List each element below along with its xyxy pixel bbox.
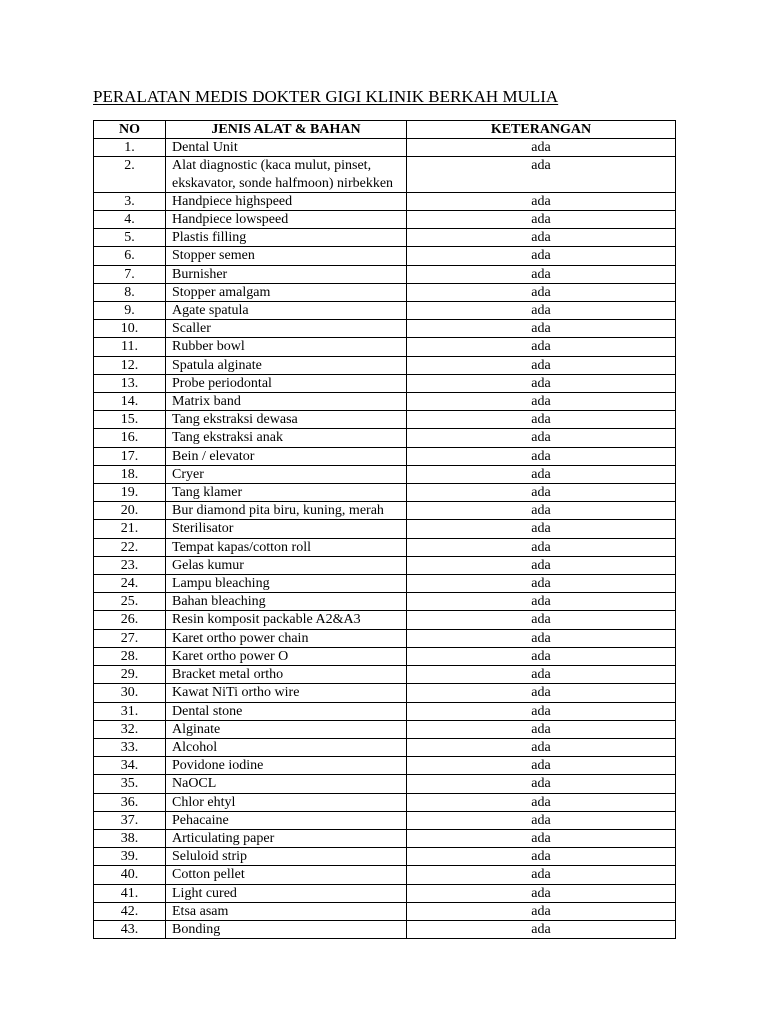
item-name-cell: Cotton pellet <box>166 866 407 884</box>
item-name-cell: Handpiece lowspeed <box>166 211 407 229</box>
note-cell: ada <box>407 684 676 702</box>
item-name-cell: Rubber bowl <box>166 338 407 356</box>
note-cell: ada <box>407 393 676 411</box>
item-name-cell: Bur diamond pita biru, kuning, merah <box>166 502 407 520</box>
item-name-cell: Articulating paper <box>166 829 407 847</box>
table-row <box>94 265 676 283</box>
note-cell: ada <box>407 465 676 483</box>
item-name-cell: Bonding <box>166 920 407 938</box>
item-name-cell: Tang ekstraksi anak <box>166 429 407 447</box>
row-number-cell: 32. <box>94 720 166 738</box>
table-row <box>94 556 676 574</box>
row-number-cell: 11. <box>94 338 166 356</box>
item-name-cell: Spatula alginate <box>166 356 407 374</box>
note-cell: ada <box>407 283 676 301</box>
table-row <box>94 738 676 756</box>
note-cell: ada <box>407 902 676 920</box>
item-name-cell: Tang klamer <box>166 484 407 502</box>
item-name-cell: Etsa asam <box>166 902 407 920</box>
row-number-cell: 14. <box>94 393 166 411</box>
note-cell: ada <box>407 611 676 629</box>
item-name-cell: Pehacaine <box>166 811 407 829</box>
item-name-cell: Dental Unit <box>166 139 407 157</box>
item-name-cell: Dental stone <box>166 702 407 720</box>
note-cell: ada <box>407 211 676 229</box>
note-cell: ada <box>407 429 676 447</box>
table-row <box>94 302 676 320</box>
item-name-cell: Lampu bleaching <box>166 575 407 593</box>
table-row <box>94 884 676 902</box>
row-number-cell: 28. <box>94 647 166 665</box>
note-cell: ada <box>407 502 676 520</box>
row-number-cell: 41. <box>94 884 166 902</box>
note-cell: ada <box>407 593 676 611</box>
row-number-cell: 10. <box>94 320 166 338</box>
table-row <box>94 520 676 538</box>
table-row <box>94 666 676 684</box>
note-cell: ada <box>407 302 676 320</box>
item-name-cell: Karet ortho power chain <box>166 629 407 647</box>
table-row <box>94 611 676 629</box>
row-number-cell: 9. <box>94 302 166 320</box>
row-number-cell: 24. <box>94 575 166 593</box>
note-cell: ada <box>407 702 676 720</box>
item-name-cell: Alginate <box>166 720 407 738</box>
note-cell: ada <box>407 666 676 684</box>
item-name-cell: Karet ortho power O <box>166 647 407 665</box>
note-cell: ada <box>407 811 676 829</box>
row-number-cell: 27. <box>94 629 166 647</box>
column-header-no: NO <box>94 121 166 139</box>
row-number-cell: 16. <box>94 429 166 447</box>
item-name-cell: Kawat NiTi ortho wire <box>166 684 407 702</box>
note-cell: ada <box>407 538 676 556</box>
row-number-cell: 19. <box>94 484 166 502</box>
row-number-cell: 1. <box>94 139 166 157</box>
note-cell: ada <box>407 374 676 392</box>
table-row <box>94 393 676 411</box>
item-name-cell: Povidone iodine <box>166 757 407 775</box>
table-row <box>94 157 676 192</box>
note-cell: ada <box>407 192 676 210</box>
table-row <box>94 211 676 229</box>
row-number-cell: 34. <box>94 757 166 775</box>
row-number-cell: 38. <box>94 829 166 847</box>
table-row <box>94 575 676 593</box>
row-number-cell: 2. <box>94 157 166 192</box>
note-cell: ada <box>407 411 676 429</box>
item-name-cell: Plastis filling <box>166 229 407 247</box>
row-number-cell: 7. <box>94 265 166 283</box>
table-row <box>94 593 676 611</box>
table-row <box>94 192 676 210</box>
table-row <box>94 775 676 793</box>
row-number-cell: 21. <box>94 520 166 538</box>
row-number-cell: 8. <box>94 283 166 301</box>
table-row <box>94 647 676 665</box>
row-number-cell: 12. <box>94 356 166 374</box>
row-number-cell: 31. <box>94 702 166 720</box>
item-name-cell: Agate spatula <box>166 302 407 320</box>
table-row <box>94 538 676 556</box>
note-cell: ada <box>407 247 676 265</box>
table-row <box>94 320 676 338</box>
column-header-note: KETERANGAN <box>407 121 676 139</box>
table-row <box>94 356 676 374</box>
item-name-cell: Burnisher <box>166 265 407 283</box>
note-cell: ada <box>407 157 676 192</box>
note-cell: ada <box>407 920 676 938</box>
note-cell: ada <box>407 320 676 338</box>
row-number-cell: 29. <box>94 666 166 684</box>
table-row <box>94 484 676 502</box>
item-name-cell: Resin komposit packable A2&A3 <box>166 611 407 629</box>
item-name-cell: Handpiece highspeed <box>166 192 407 210</box>
row-number-cell: 37. <box>94 811 166 829</box>
note-cell: ada <box>407 556 676 574</box>
note-cell: ada <box>407 775 676 793</box>
item-name-cell: Bein / elevator <box>166 447 407 465</box>
table-row <box>94 502 676 520</box>
item-name-cell: Tang ekstraksi dewasa <box>166 411 407 429</box>
note-cell: ada <box>407 265 676 283</box>
item-name-cell: Seluloid strip <box>166 848 407 866</box>
row-number-cell: 6. <box>94 247 166 265</box>
table-row <box>94 866 676 884</box>
note-cell: ada <box>407 338 676 356</box>
row-number-cell: 18. <box>94 465 166 483</box>
table-row <box>94 684 676 702</box>
column-header-item: JENIS ALAT & BAHAN <box>166 121 407 139</box>
note-cell: ada <box>407 139 676 157</box>
table-row <box>94 720 676 738</box>
table-row <box>94 902 676 920</box>
table-body <box>94 139 676 939</box>
row-number-cell: 39. <box>94 848 166 866</box>
table-row <box>94 229 676 247</box>
item-name-cell: Stopper amalgam <box>166 283 407 301</box>
row-number-cell: 40. <box>94 866 166 884</box>
note-cell: ada <box>407 720 676 738</box>
row-number-cell: 30. <box>94 684 166 702</box>
item-name-cell: Light cured <box>166 884 407 902</box>
item-name-cell: Cryer <box>166 465 407 483</box>
item-name-cell: Bracket metal ortho <box>166 666 407 684</box>
item-name-cell: Bahan bleaching <box>166 593 407 611</box>
note-cell: ada <box>407 829 676 847</box>
note-cell: ada <box>407 629 676 647</box>
row-number-cell: 26. <box>94 611 166 629</box>
table-row <box>94 920 676 938</box>
table-row <box>94 429 676 447</box>
note-cell: ada <box>407 848 676 866</box>
table-row <box>94 283 676 301</box>
row-number-cell: 23. <box>94 556 166 574</box>
row-number-cell: 13. <box>94 374 166 392</box>
row-number-cell: 43. <box>94 920 166 938</box>
note-cell: ada <box>407 575 676 593</box>
note-cell: ada <box>407 866 676 884</box>
table-row <box>94 338 676 356</box>
table-row <box>94 411 676 429</box>
item-name-cell: Gelas kumur <box>166 556 407 574</box>
note-cell: ada <box>407 520 676 538</box>
note-cell: ada <box>407 884 676 902</box>
item-name-cell: NaOCL <box>166 775 407 793</box>
row-number-cell: 22. <box>94 538 166 556</box>
row-number-cell: 42. <box>94 902 166 920</box>
row-number-cell: 5. <box>94 229 166 247</box>
row-number-cell: 20. <box>94 502 166 520</box>
table-header-row <box>94 121 676 139</box>
row-number-cell: 33. <box>94 738 166 756</box>
table-row <box>94 702 676 720</box>
row-number-cell: 25. <box>94 593 166 611</box>
item-name-cell: Stopper semen <box>166 247 407 265</box>
item-name-cell: Matrix band <box>166 393 407 411</box>
table-row <box>94 829 676 847</box>
table-row <box>94 793 676 811</box>
item-name-cell: Scaller <box>166 320 407 338</box>
note-cell: ada <box>407 793 676 811</box>
table-row <box>94 139 676 157</box>
row-number-cell: 3. <box>94 192 166 210</box>
item-name-cell: Sterilisator <box>166 520 407 538</box>
note-cell: ada <box>407 738 676 756</box>
note-cell: ada <box>407 356 676 374</box>
table-row <box>94 447 676 465</box>
note-cell: ada <box>407 229 676 247</box>
note-cell: ada <box>407 447 676 465</box>
note-cell: ada <box>407 757 676 775</box>
page-title: PERALATAN MEDIS DOKTER GIGI KLINIK BERKAH MULIA <box>93 87 559 106</box>
table-row <box>94 629 676 647</box>
row-number-cell: 4. <box>94 211 166 229</box>
table-row <box>94 374 676 392</box>
table-row <box>94 247 676 265</box>
row-number-cell: 36. <box>94 793 166 811</box>
item-name-cell: Alat diagnostic (kaca mulut, pinset, ekskavator, sonde halfmoon) nirbekken <box>166 157 407 192</box>
row-number-cell: 15. <box>94 411 166 429</box>
note-cell: ada <box>407 647 676 665</box>
table-row <box>94 848 676 866</box>
row-number-cell: 17. <box>94 447 166 465</box>
item-name-cell: Tempat kapas/cotton roll <box>166 538 407 556</box>
table-row <box>94 465 676 483</box>
table-row <box>94 811 676 829</box>
item-name-cell: Alcohol <box>166 738 407 756</box>
item-name-cell: Chlor ehtyl <box>166 793 407 811</box>
table-row <box>94 757 676 775</box>
equipment-table <box>93 120 676 939</box>
row-number-cell: 35. <box>94 775 166 793</box>
item-name-cell: Probe periodontal <box>166 374 407 392</box>
note-cell: ada <box>407 484 676 502</box>
